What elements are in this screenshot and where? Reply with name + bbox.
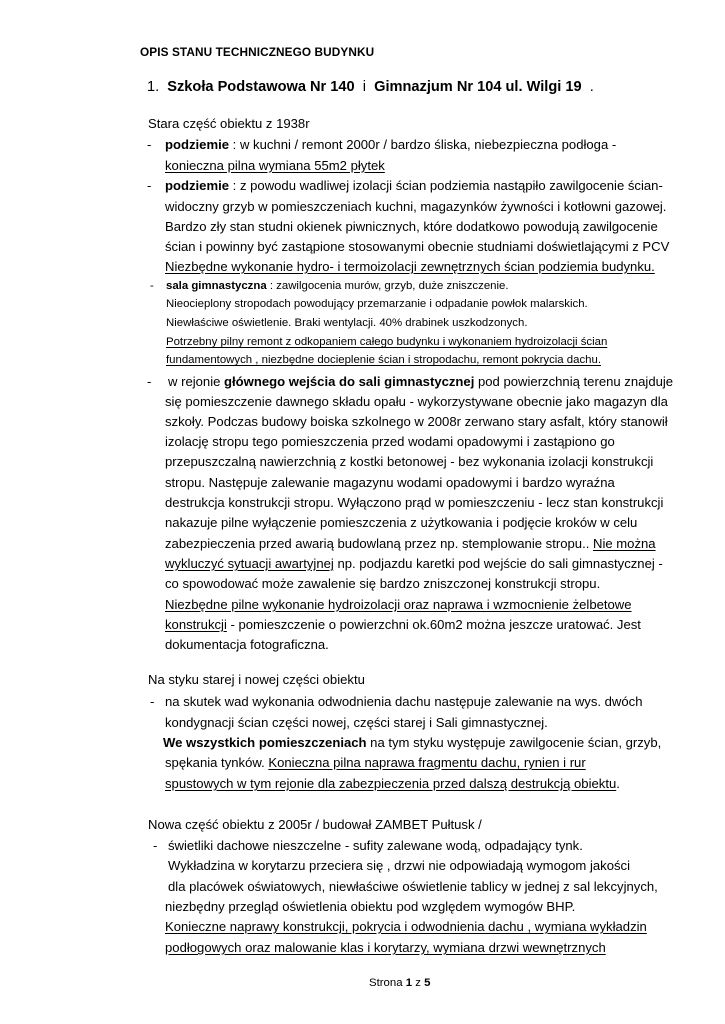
item-text-part: na tym styku występuje zawilgocenie ścian, grzyb, <box>366 735 662 750</box>
item-text: Bardzo zły stan studni okienek piwnicznych, które dodatkowo powodują zawilgocenie <box>165 219 658 234</box>
item-label: głównego wejścia do sali gimnastycznej <box>224 374 475 389</box>
item-text: : w kuchni / remont 2000r / bardzo śliska, niebezpieczna podłoga - <box>229 137 617 152</box>
section-heading-old: Stara część obiektu z 1938r <box>148 116 310 131</box>
item-text: świetliki dachowe nieszczelne - sufity zalewane wodą, odpadający tynk. <box>168 838 583 853</box>
item-text: pod powierzchnią terenu znajduje <box>474 374 674 389</box>
item-text: szkoły. Podczas budowy boiska szkolnego w 2008r zerwano stary asfalt, który stanowił <box>165 414 668 429</box>
title-dot: . <box>589 79 594 95</box>
item-text: Niezbędne wykonanie hydro- i termoizolacji zewnętrznych ścian podziemia budynku. <box>165 259 655 274</box>
footer-of: z <box>415 977 421 989</box>
item-text: : z powodu wadliwej izolacji ścian podziemia nastąpiło zawilgocenie ścian- <box>229 178 663 193</box>
bullet: - <box>147 374 152 389</box>
item-text-part: . <box>616 776 620 791</box>
list-item <box>165 137 616 153</box>
title-school-name-2: Gimnazjum Nr 104 ul. Wilgi 19 <box>374 79 582 95</box>
item-text <box>165 556 663 572</box>
title-school-name: Szkoła Podstawowa Nr 140 <box>167 79 355 95</box>
footer-total: 5 <box>424 977 431 989</box>
item-text: ścian i powinny być zastąpione stosowanymi obecnie studniami doświetlającymi z PCV <box>165 239 670 254</box>
item-text: Konieczne naprawy konstrukcji, pokrycia i odwodnienia dachu , wymiana wykładzin <box>165 919 647 934</box>
item-text: Nieocieplony stropodach powodujący przemarzanie i odpadanie powłok malarskich. <box>166 298 588 310</box>
list-item <box>166 279 509 293</box>
item-text: konieczna pilna wymiana 55m2 płytek <box>165 158 385 173</box>
list-item <box>165 178 663 194</box>
item-text: nakazuje pilne wyłączenie pomieszczenia z użytkowania i podjęcie kroków w celu <box>165 515 638 530</box>
item-text-part: zabezpieczenia przed awarią budowlaną przez np. stemplowanie stropu.. <box>165 536 593 551</box>
item-text <box>163 735 661 751</box>
item-text: stropu. Następuje zalewanie magazynu wodami opadowymi i bardzo wyraźna <box>165 475 615 490</box>
bullet: - <box>147 137 152 152</box>
item-text-part: - pomieszczenie o powierzchni ok.60m2 można jeszcze uratować. Jest <box>226 617 641 632</box>
item-label: sala gimnastyczna <box>166 280 267 292</box>
page-footer <box>369 976 430 990</box>
item-text-part: np. podjazdu karetki pod wejście do sali gimnastycznej - <box>333 556 663 571</box>
item-text-part: wykluczyć sytuacji awartyjnej <box>165 556 334 571</box>
item-label: podziemie <box>165 137 230 152</box>
item-text: niezbędny przegląd oświetlenia obiektu pod względem wymogów BHP. <box>165 899 576 914</box>
footer-page: 1 <box>405 977 413 989</box>
bullet: - <box>150 280 154 292</box>
item-text-part: spustowych w tym rejonie dla zabezpieczenia przed dalszą destrukcją obiektu <box>165 776 617 791</box>
item-text-part: Konieczna pilna naprawa fragmentu dachu, rynien i rur <box>268 755 586 770</box>
document-header: OPIS STANU TECHNICZNEGO BUDYNKU <box>140 45 375 59</box>
item-text: Wykładzina w korytarzu przeciera się , drzwi nie odpowiadają wymogom jakości <box>168 858 630 873</box>
bullet: - <box>147 178 152 193</box>
item-text <box>165 776 620 792</box>
item-text <box>165 755 586 771</box>
section-heading-joint: Na styku starej i nowej części obiektu <box>148 672 365 687</box>
item-text: Niezbędne pilne wykonanie hydroizolacji oraz naprawa i wzmocnienie żelbetowe <box>165 597 632 612</box>
item-text: izolację stropu tego pomieszczenia przed wodami opadowymi i zastąpiono go <box>165 434 615 449</box>
item-text: kondygnacji ścian części nowej, części starej i Sali gimnastycznej. <box>165 715 548 730</box>
item-text-part: spękania tynków. <box>165 755 269 770</box>
bullet: - <box>150 694 155 709</box>
list-item <box>168 374 673 390</box>
item-text-part: konstrukcji <box>165 617 227 632</box>
item-text: dla placówek oświatowych, niewłaściwe oświetlenie tablicy w jednej z sal lekcyjnych, <box>168 879 658 894</box>
item-label: podziemie <box>165 178 230 193</box>
title-separator: i <box>362 79 366 95</box>
item-text: Potrzebny pilny remont z odkopaniem całego budynku i wykonaniem hydroizolacji ścian <box>166 336 608 348</box>
item-text: podłogowych oraz malowanie klas i korytarzy, wymiana drzwi wewnętrznych <box>165 940 606 955</box>
item-text: widoczny grzyb w pomieszczeniach kuchni, magazynków żywności i kotłowni gazowej. <box>165 199 667 214</box>
item-text: co spowodować może zawalenie się bardzo zniszczonej konstrukcji stropu. <box>165 576 601 591</box>
item-text: przepuszczalną nawierzchnią z kostki betonowej - bez wykonania izolacji konstrukcji <box>165 454 654 469</box>
footer-prefix: Strona <box>369 977 403 989</box>
item-text: destrukcja konstrukcji stropu. Wyłączono prąd w pomieszczeniu - lecz stan konstrukcji <box>165 495 664 510</box>
bullet: - <box>153 838 158 853</box>
item-text: dokumentacja fotograficzna. <box>165 637 329 652</box>
item-label: We wszystkich pomieszczeniach <box>163 735 367 750</box>
item-text-part: Nie można <box>592 536 656 551</box>
item-text: : zawilgocenia murów, grzyb, duże zniszczenie. <box>266 280 509 292</box>
item-text <box>165 536 656 552</box>
item-text <box>165 617 641 633</box>
document-title <box>147 78 594 96</box>
item-text: się pomieszczenie dawnego składu opału - wykorzystywane obecnie jako magazyn dla <box>165 394 668 409</box>
item-text: na skutek wad wykonania odwodnienia dachu następuje zalewanie na wys. dwóch <box>165 694 643 709</box>
item-text: Niewłaściwe oświetlenie. Braki wentylacji. 40% drabinek uszkodzonych. <box>166 317 528 329</box>
item-text: w rejonie <box>168 374 225 389</box>
item-text: fundamentowych , niezbędne docieplenie ścian i stropodachu, remont pokrycia dachu. <box>166 354 602 366</box>
title-number: 1. <box>147 79 160 95</box>
section-heading-new: Nowa część obiektu z 2005r / budował ZAMBET Pułtusk / <box>148 817 482 832</box>
